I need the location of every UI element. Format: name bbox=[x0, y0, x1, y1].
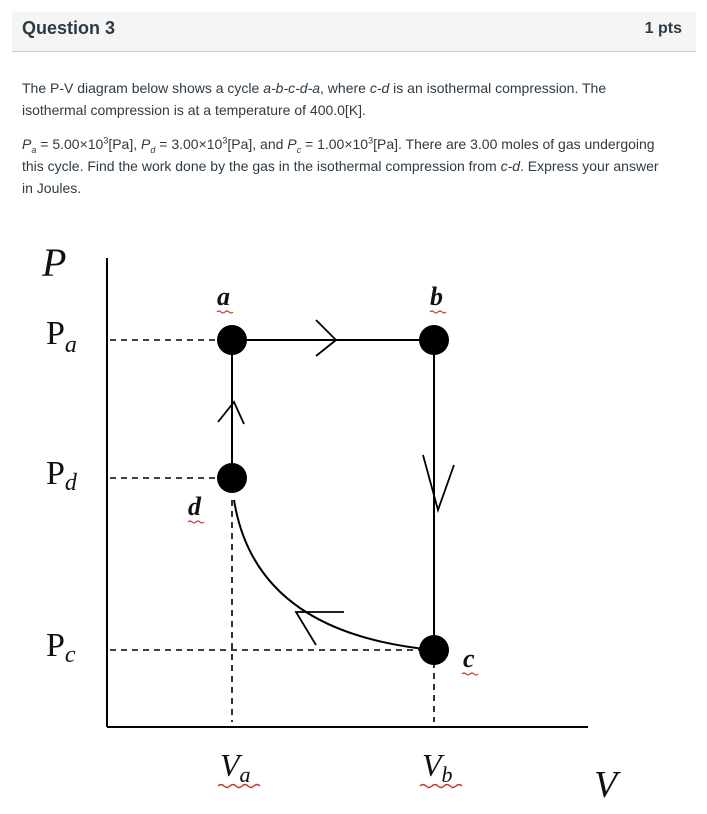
point-c-underline bbox=[462, 673, 478, 675]
point-a-underline bbox=[217, 311, 233, 313]
point-b-underline bbox=[430, 311, 446, 313]
point-a-label: a bbox=[217, 282, 230, 311]
question-points: 1 pts bbox=[644, 20, 682, 37]
va-label-sub: a bbox=[239, 762, 251, 787]
point-d-underline bbox=[188, 521, 204, 523]
pd-label bbox=[46, 455, 78, 496]
pa-label-main: P bbox=[46, 315, 65, 352]
state-point-b bbox=[419, 325, 449, 355]
question-title: Question 3 bbox=[22, 18, 116, 38]
pa-symbol: P bbox=[22, 136, 32, 152]
pd-unit: [Pa], and bbox=[227, 136, 288, 152]
vb-label-sub: b bbox=[441, 762, 453, 787]
pa-unit: [Pa], bbox=[108, 136, 142, 152]
pa-label bbox=[46, 315, 77, 358]
pd-subscript: d bbox=[150, 144, 156, 155]
state-point-a bbox=[217, 325, 247, 355]
vb-label bbox=[422, 747, 453, 787]
pa-subscript: a bbox=[31, 144, 37, 155]
arrow-down-icon bbox=[423, 455, 454, 510]
point-c-label: c bbox=[463, 644, 475, 673]
p1-text-c: is an isothermal compression. The isothermal compression is at a temperature of 400.0[K]. bbox=[22, 80, 607, 118]
pa-value: = 5.00×10 bbox=[36, 136, 104, 152]
p-axis-label: P bbox=[42, 240, 67, 285]
state-point-c bbox=[419, 635, 449, 665]
pd-value: = 3.00×10 bbox=[155, 136, 223, 152]
pc-subscript: c bbox=[296, 144, 302, 155]
pd-symbol: P bbox=[141, 136, 151, 152]
pd-exponent: 3 bbox=[222, 135, 228, 146]
pc-symbol: P bbox=[287, 136, 297, 152]
pd-label-main: P bbox=[46, 455, 65, 492]
pc-value: = 1.00×10 bbox=[301, 136, 369, 152]
pc-exponent: 3 bbox=[368, 135, 374, 146]
pa-label-sub: a bbox=[64, 332, 77, 358]
p1-text-a: The P-V diagram below shows a cycle bbox=[22, 80, 264, 96]
vb-label-main: V bbox=[422, 747, 442, 783]
point-b-label: b bbox=[430, 282, 443, 311]
pc-label-sub: c bbox=[64, 642, 76, 668]
va-label-main: V bbox=[220, 747, 240, 783]
v-axis-label: V bbox=[594, 764, 618, 806]
process-cd-label: c-d bbox=[369, 80, 390, 96]
pc-unit: [Pa]. There are 3.00 moles of gas undergoing this cycle. Find the work done by the gas in the isothermal compression from bbox=[22, 136, 655, 174]
pc-label bbox=[46, 627, 76, 668]
arrow-right-icon bbox=[316, 320, 336, 356]
pd-label-sub: d bbox=[64, 470, 77, 496]
pc-label-main: P bbox=[46, 627, 65, 664]
process-cd-label-2: c-d bbox=[500, 158, 521, 174]
point-d-label: d bbox=[188, 492, 201, 521]
cycle-label: a-b-c-d-a bbox=[263, 80, 321, 96]
p2-end: . Express your answer in Joules. bbox=[22, 158, 659, 196]
state-point-d bbox=[217, 463, 247, 493]
va-label bbox=[220, 747, 251, 787]
process-cd-isotherm bbox=[234, 500, 434, 650]
p1-text-b: , where bbox=[320, 80, 370, 96]
pa-exponent: 3 bbox=[103, 135, 109, 146]
